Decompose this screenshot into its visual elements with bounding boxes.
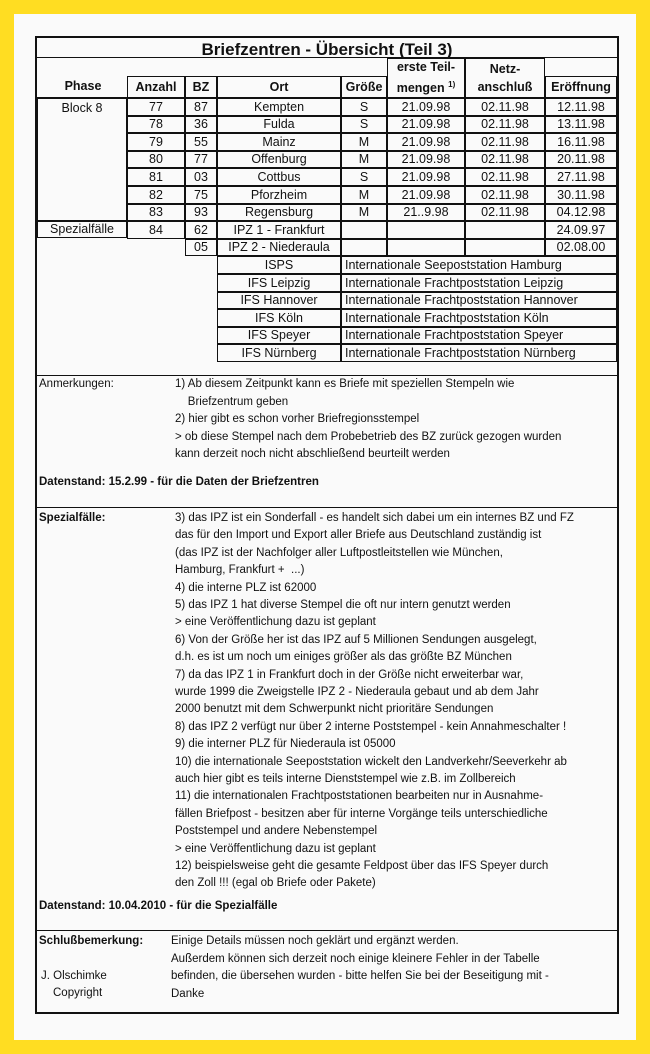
cell-teil: 21.09.98 bbox=[387, 116, 465, 133]
cell-ort: Regensburg bbox=[217, 204, 341, 221]
cell-netz: 02.11.98 bbox=[465, 116, 545, 133]
text-line: 5) das IPZ 1 hat diverse Stempel die oft nur intern genutzt werden bbox=[175, 599, 511, 611]
cell-bz: 93 bbox=[185, 204, 217, 221]
text-line: auch hier gibt es teils interne Dienststempel wie z.B. im Zollbereich bbox=[175, 773, 516, 785]
header-groesse: Größe bbox=[341, 76, 387, 98]
cell-anzahl: 82 bbox=[127, 186, 185, 204]
cell-eroeff: 02.08.00 bbox=[545, 239, 617, 256]
title-separator bbox=[37, 57, 617, 58]
header-anzahl: Anzahl bbox=[127, 76, 185, 98]
cell-anzahl: 78 bbox=[127, 116, 185, 133]
station-code: IFS Hannover bbox=[217, 292, 341, 309]
cell-ort: Fulda bbox=[217, 116, 341, 133]
document-frame bbox=[35, 36, 619, 1014]
cell-groesse: M bbox=[341, 151, 387, 168]
text-line: 7) da das IPZ 1 in Frankfurt doch in der Größe nicht erweiterbar war, bbox=[175, 668, 524, 681]
header-netz-line1: Netz- bbox=[489, 62, 521, 76]
cell-ort: IPZ 2 - Niederaula bbox=[217, 239, 341, 256]
cell-ort: Offenburg bbox=[217, 151, 341, 168]
cell-netz: 02.11.98 bbox=[465, 204, 545, 221]
cell-bz: 77 bbox=[185, 151, 217, 168]
cell-groesse: M bbox=[341, 133, 387, 151]
station-name: Internationale Frachtpoststation Leipzig bbox=[341, 274, 617, 292]
cell-bz: 87 bbox=[185, 98, 217, 116]
text-line: fällen Briefpost - besitzen aber für interne Vorgänge teils unterschiedliche bbox=[175, 807, 548, 820]
header-eroeffnung: Eröffnung bbox=[545, 76, 617, 98]
cell-anzahl: 84 bbox=[127, 221, 185, 239]
cell-netz-empty bbox=[465, 239, 545, 256]
text-line: > ob diese Stempel nach dem Probebetrieb des BZ zurück gezogen wurden bbox=[175, 430, 562, 443]
anmerkungen-label: Anmerkungen: bbox=[39, 378, 114, 390]
cell-teil-empty bbox=[387, 239, 465, 256]
cell-netz: 02.11.98 bbox=[465, 168, 545, 186]
station-name: Internationale Frachtpoststation Speyer bbox=[341, 327, 617, 344]
schluss-label: Schlußbemerkung: bbox=[39, 935, 144, 947]
station-name: Internationale Frachtpoststation Köln bbox=[341, 309, 617, 327]
cell-groesse-empty bbox=[341, 239, 387, 256]
author: J. Olschimke bbox=[41, 970, 107, 982]
cell-ort: Mainz bbox=[217, 133, 341, 151]
station-code: IFS Speyer bbox=[217, 327, 341, 344]
text-line: das für den Import und Export aller Briefe aus Deutschland zuständig ist bbox=[175, 529, 542, 542]
cell-netz: 02.11.98 bbox=[465, 186, 545, 204]
cell-bz: 75 bbox=[185, 186, 217, 204]
text-line: 3) das IPZ ist ein Sonderfall - es handelt sich dabei um ein internes BZ und FZ bbox=[175, 512, 574, 524]
station-code: IFS Köln bbox=[217, 309, 341, 327]
cell-anzahl: 80 bbox=[127, 151, 185, 168]
text-line: (das IPZ ist der Nachfolger aller Luftpostleitstellen wie München, bbox=[175, 546, 503, 559]
station-code: IFS Nürnberg bbox=[217, 344, 341, 362]
text-line: 4) die interne PLZ ist 62000 bbox=[175, 581, 317, 594]
station-name: Internationale Seepoststation Hamburg bbox=[341, 256, 617, 274]
cell-eroeff: 13.11.98 bbox=[545, 116, 617, 133]
text-line: kann derzeit noch nicht abschließend beurteilt werden bbox=[175, 448, 450, 460]
text-line: > eine Veröffentlichung dazu ist geplant bbox=[175, 842, 376, 855]
phase-block8-label: Block 8 bbox=[61, 101, 103, 115]
cell-ort: Pforzheim bbox=[217, 186, 341, 204]
header-teilmengen-word: mengen bbox=[396, 81, 445, 96]
cell-ort: Cottbus bbox=[217, 168, 341, 186]
text-line: befinden, die übersehen wurden - bitte helfen Sie bei der Beseitigung mit - bbox=[171, 970, 549, 982]
spezialfaelle-label: Spezialfälle: bbox=[39, 512, 106, 524]
station-code: IFS Leipzig bbox=[217, 274, 341, 292]
cell-bz: 55 bbox=[185, 133, 217, 151]
text-line: 11) die internationalen Frachtpoststationen bearbeiten nur in Ausnahme- bbox=[175, 790, 544, 803]
cell-groesse: S bbox=[341, 98, 387, 116]
cell-teil: 21.09.98 bbox=[387, 98, 465, 116]
cell-anzahl: 77 bbox=[127, 98, 185, 116]
cell-anzahl: 81 bbox=[127, 168, 185, 186]
header-bz: BZ bbox=[185, 76, 217, 98]
cell-netz: 02.11.98 bbox=[465, 133, 545, 151]
cell-teil-empty bbox=[387, 221, 465, 239]
text-line: Danke bbox=[171, 987, 205, 1000]
cell-anzahl: 79 bbox=[127, 133, 185, 151]
text-line: Hamburg, Frankfurt + ...) bbox=[175, 564, 305, 577]
station-name: Internationale Frachtpoststation Hannover bbox=[341, 292, 617, 309]
cell-ort: Kempten bbox=[217, 98, 341, 116]
header-teilmengen bbox=[387, 58, 465, 98]
cell-groesse: M bbox=[341, 186, 387, 204]
cell-eroeff: 04.12.98 bbox=[545, 204, 617, 221]
cell-groesse: S bbox=[341, 168, 387, 186]
cell-eroeff: 12.11.98 bbox=[545, 98, 617, 116]
cell-groesse: S bbox=[341, 116, 387, 133]
cell-bz: 03 bbox=[185, 168, 217, 186]
datenstand-spezialfaelle: Datenstand: 10.04.2010 - für die Spezialfälle bbox=[39, 900, 278, 912]
cell-netz: 02.11.98 bbox=[465, 98, 545, 116]
cell-eroeff: 24.09.97 bbox=[545, 221, 617, 239]
cell-bz: 62 bbox=[185, 221, 217, 239]
cell-anzahl: 83 bbox=[127, 204, 185, 221]
cell-bz: 36 bbox=[185, 116, 217, 133]
text-line: 10) die internationale Seepoststation wickelt den Landverkehr/Seeverkehr ab bbox=[175, 755, 567, 768]
cell-eroeff: 20.11.98 bbox=[545, 151, 617, 168]
text-line: Außerdem können sich derzeit noch einige kleinere Fehler in der Tabelle bbox=[171, 952, 540, 965]
text-line: 2000 benutzt mit dem Schwerpunkt nicht prioritäre Sendungen bbox=[175, 703, 494, 716]
text-line: 6) Von der Größe her ist das IPZ auf 5 Millionen Sendungen ausgelegt, bbox=[175, 633, 537, 646]
station-code: ISPS bbox=[217, 256, 341, 274]
header-footnote-marker: 1) bbox=[448, 80, 456, 90]
cell-netz: 02.11.98 bbox=[465, 151, 545, 168]
text-line: den Zoll !!! (egal ob Briefe oder Pakete) bbox=[175, 877, 376, 890]
text-line: wurde 1999 die Zweigstelle IPZ 2 - Niederaula gebaut und ab dem Jahr bbox=[175, 686, 539, 698]
text-line: 9) die interner PLZ für Niederaula ist 05000 bbox=[175, 738, 396, 751]
text-line: Briefzentrum geben bbox=[175, 395, 289, 408]
phase-spezial-label: Spezialfälle bbox=[50, 222, 114, 237]
cell-teil: 21.09.98 bbox=[387, 168, 465, 186]
cell-eroeff: 27.11.98 bbox=[545, 168, 617, 186]
text-line: 1) Ab diesem Zeitpunkt kann es Briefe mit speziellen Stempeln wie bbox=[175, 378, 515, 390]
cell-eroeff: 16.11.98 bbox=[545, 133, 617, 151]
text-line: 12) beispielsweise geht die gesamte Feldpost über das IFS Speyer durch bbox=[175, 860, 549, 872]
phase-block8-cell bbox=[37, 98, 127, 221]
datenstand-briefzentren: Datenstand: 15.2.99 - für die Daten der Briefzentren bbox=[39, 476, 319, 488]
header-teilmengen-line1: erste Teil- bbox=[396, 60, 456, 75]
text-line: > eine Veröffentlichung dazu ist geplant bbox=[175, 616, 376, 629]
header-netz-line2: anschluß bbox=[477, 80, 533, 94]
schluss-separator bbox=[37, 930, 617, 931]
cell-teil: 21..9.98 bbox=[387, 204, 465, 221]
cell-teil: 21.09.98 bbox=[387, 151, 465, 168]
cell-eroeff: 30.11.98 bbox=[545, 186, 617, 204]
cell-teil: 21.09.98 bbox=[387, 186, 465, 204]
station-name: Internationale Frachtpoststation Nürnberg bbox=[341, 344, 617, 362]
page-title: Briefzentren - Übersicht (Teil 3) bbox=[201, 40, 453, 59]
header-netzanschluss bbox=[465, 58, 545, 98]
text-line: d.h. es ist um noch um einiges größer als das größte BZ München bbox=[175, 651, 512, 664]
text-line: 8) das IPZ 2 verfügt nur über 2 interne Poststempel - kein Annahmeschalter ! bbox=[175, 720, 567, 733]
cell-groesse-empty bbox=[341, 221, 387, 239]
text-line: Poststempel und andere Nebenstempel bbox=[175, 825, 378, 838]
spezial-separator bbox=[37, 507, 617, 508]
header-teilmengen-line2 bbox=[397, 76, 456, 97]
document-sheet bbox=[14, 14, 636, 1040]
header-ort: Ort bbox=[217, 76, 341, 98]
cell-bz: 05 bbox=[185, 239, 217, 256]
cell-netz-empty bbox=[465, 221, 545, 239]
text-line: Einige Details müssen noch geklärt und ergänzt werden. bbox=[171, 935, 459, 947]
cell-groesse: M bbox=[341, 204, 387, 221]
phase-spezial-cell bbox=[37, 221, 127, 238]
header-phase: Phase bbox=[64, 78, 102, 93]
cell-teil: 21.09.98 bbox=[387, 133, 465, 151]
copyright: Copyright bbox=[53, 987, 103, 999]
cell-ort: IPZ 1 - Frankfurt bbox=[217, 221, 341, 239]
text-line: 2) hier gibt es schon vorher Briefregionsstempel bbox=[175, 413, 420, 425]
